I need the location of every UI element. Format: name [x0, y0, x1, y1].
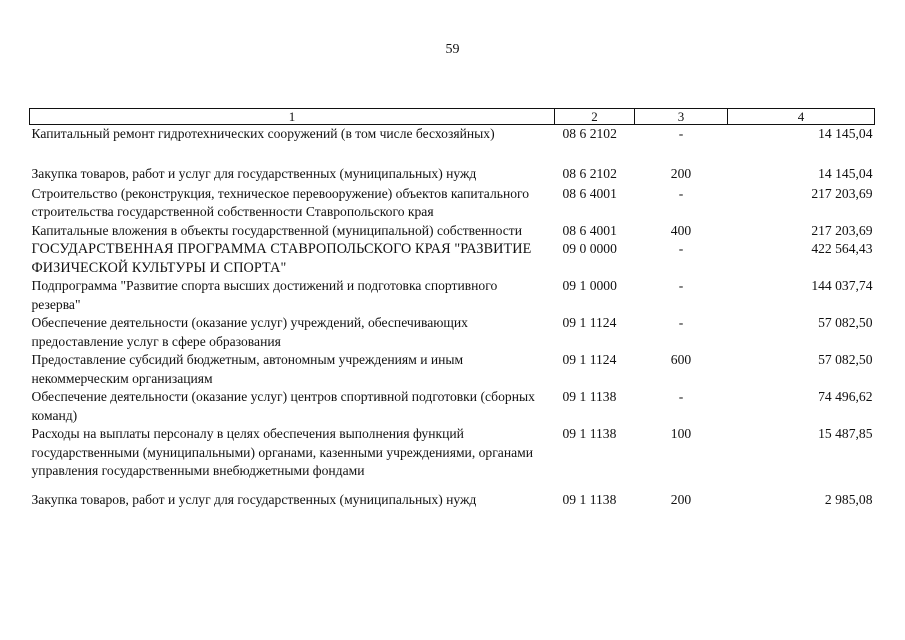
table-row: [30, 125, 875, 165]
row-name: Строительство (реконструкция, техническое перевооружение) объектов капитального строительства государственной собственности Ставропольского края: [31, 185, 530, 219]
page-number: 59: [445, 42, 460, 57]
table-row: [30, 185, 875, 222]
table-row: [30, 425, 875, 491]
row-sum: 57 082,50: [818, 352, 873, 367]
row-sum: 217 203,69: [811, 222, 873, 238]
row-name: Предоставление субсидий бюджетным, автономным учреждениям и иным некоммерческим организациям: [31, 352, 464, 386]
row-code: 08 6 2102: [562, 126, 617, 141]
header-col-3: 3: [635, 109, 728, 125]
row-code: 09 0 0000: [562, 241, 617, 256]
row-code: 09 1 1124: [562, 315, 617, 330]
row-sum: 2 985,08: [824, 492, 873, 507]
row-name: Расходы на выплаты персоналу в целях обеспечения выполнения функций государственными (муниципальными) органами, казенными учреждениями, органами управления государственными внебюджетными фондами: [31, 426, 534, 478]
table-row: [30, 222, 875, 241]
header-row: [30, 109, 875, 125]
row-expense-type: -: [678, 185, 684, 201]
row-code: 09 1 1138: [562, 492, 617, 507]
row-sum: 217 203,69: [811, 185, 873, 201]
row-name: Капитальный ремонт гидротехнических сооружений (в том числе бесхозяйных): [31, 126, 495, 141]
row-name: Обеспечение деятельности (оказание услуг) центров спортивной подготовки (сборных команд): [31, 389, 535, 423]
header-col-4: 4: [728, 109, 875, 125]
row-code: 09 1 0000: [562, 278, 617, 293]
row-sum: 14 145,04: [818, 126, 873, 141]
row-expense-type: -: [678, 389, 684, 404]
row-expense-type: 200: [670, 492, 692, 507]
row-sum: 14 145,04: [818, 165, 873, 181]
table-row: [30, 277, 875, 314]
table-row: [30, 388, 875, 425]
row-code: 08 6 2102: [562, 165, 617, 181]
row-sum: 144 037,74: [811, 278, 873, 293]
table-row: [30, 351, 875, 388]
row-name: Подпрограмма "Развитие спорта высших достижений и подготовка спортивного резерва": [31, 278, 498, 312]
row-expense-type: 100: [670, 426, 692, 441]
row-sum: 74 496,62: [818, 389, 873, 404]
row-expense-type: -: [678, 126, 684, 141]
table-row: [30, 491, 875, 510]
row-name: ГОСУДАРСТВЕННАЯ ПРОГРАММА СТАВРОПОЛЬСКОГО КРАЯ "РАЗВИТИЕ ФИЗИЧЕСКОЙ КУЛЬТУРЫ И СПОРТА": [31, 241, 532, 276]
row-code: 08 6 4001: [562, 222, 617, 238]
header-col-1: 1: [30, 109, 555, 125]
row-sum: 57 082,50: [818, 315, 873, 330]
row-sum: 15 487,85: [818, 426, 873, 441]
row-expense-type: 600: [670, 352, 692, 367]
row-name: Закупка товаров, работ и услуг для государственных (муниципальных) нужд: [31, 492, 477, 507]
row-name: Капитальные вложения в объекты государственной (муниципальной) собственности: [31, 222, 522, 238]
row-code: 08 6 4001: [562, 185, 617, 201]
row-code: 09 1 1124: [562, 352, 617, 367]
budget-table: [29, 108, 875, 510]
row-code: 09 1 1138: [562, 426, 617, 441]
row-sum: 422 564,43: [811, 241, 873, 256]
table-row: [30, 314, 875, 351]
row-code: 09 1 1138: [562, 389, 617, 404]
row-name: Закупка товаров, работ и услуг для государственных (муниципальных) нужд: [31, 165, 477, 181]
row-expense-type: -: [678, 278, 684, 293]
row-expense-type: -: [678, 315, 684, 330]
row-expense-type: 200: [670, 165, 692, 181]
row-expense-type: -: [678, 241, 684, 256]
table-row: [30, 165, 875, 185]
header-col-2: 2: [555, 109, 635, 125]
row-expense-type: 400: [670, 222, 692, 238]
row-name: Обеспечение деятельности (оказание услуг) учреждений, обеспечивающих предоставление услуг в сфере образования: [31, 315, 468, 349]
table-row: [30, 240, 875, 277]
